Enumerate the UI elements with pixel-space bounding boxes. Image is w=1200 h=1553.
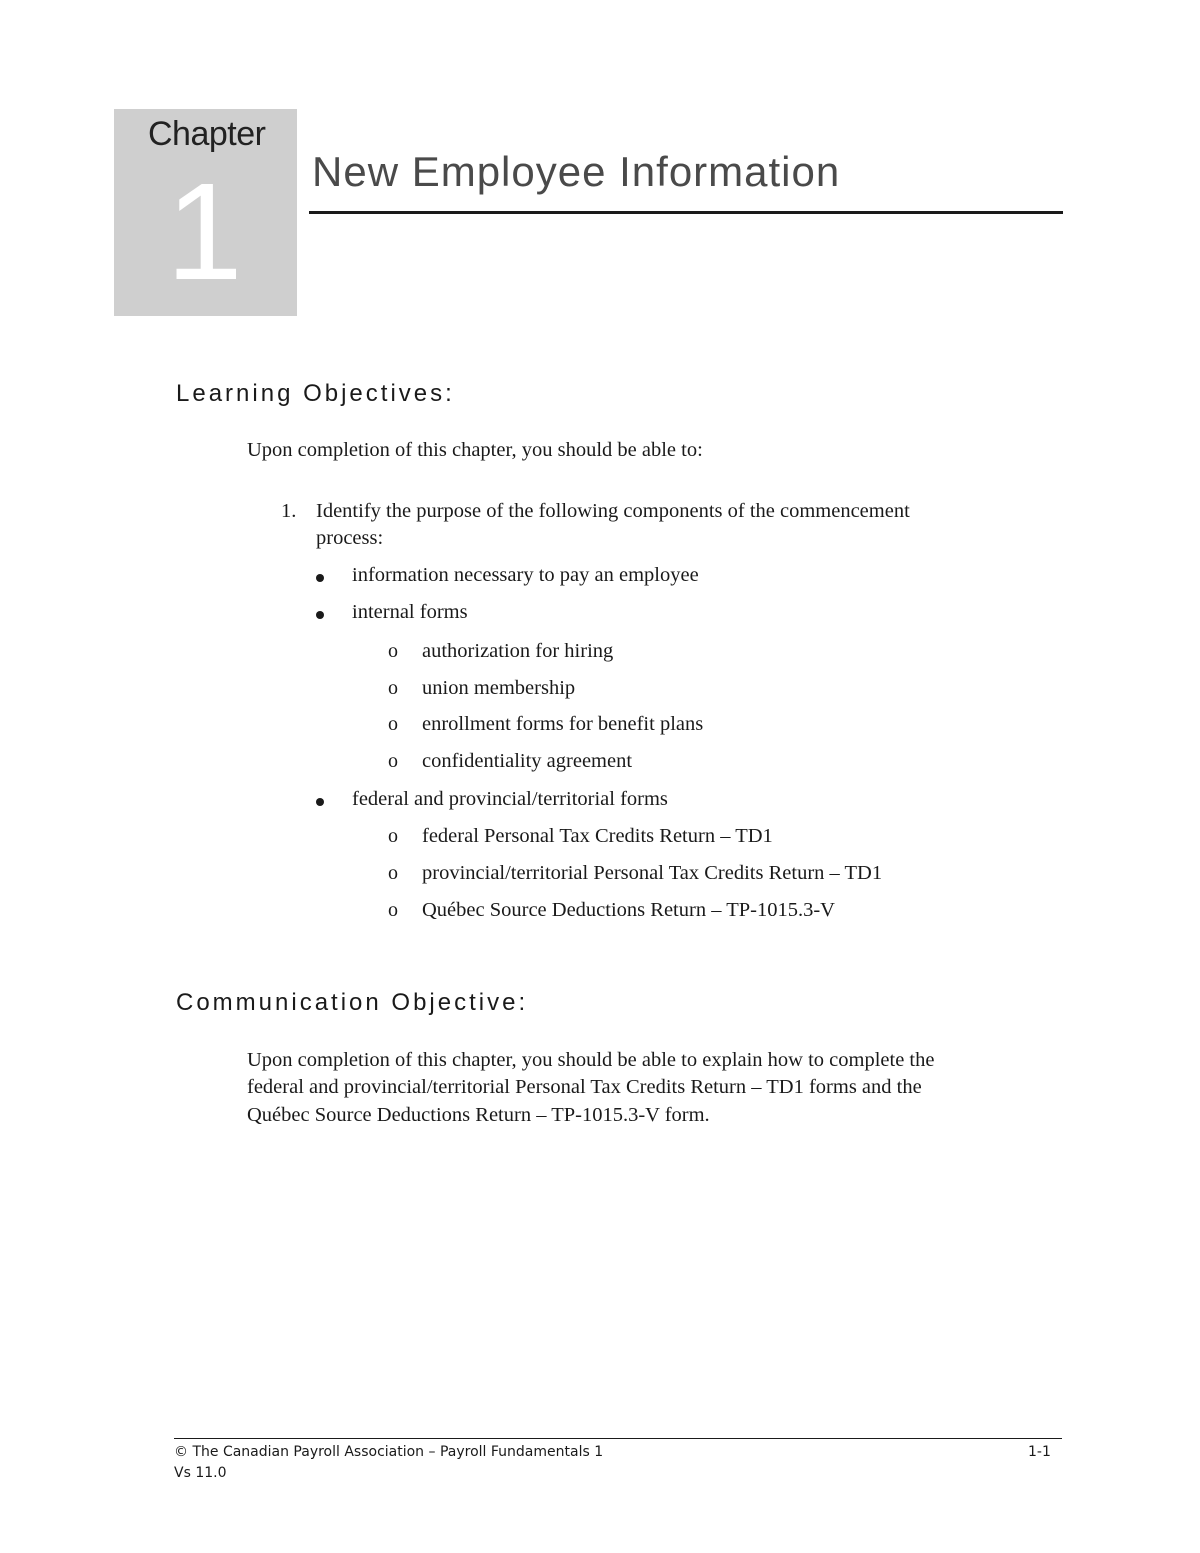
sub-bullet-item: enrollment forms for benefit plans	[422, 713, 704, 735]
bullet-item: federal and provincial/territorial forms	[352, 788, 668, 810]
communication-objective-heading: Communication Objective:	[176, 989, 529, 1016]
bullet-icon	[316, 798, 324, 806]
footer-copyright: © The Canadian Payroll Association – Payroll Fundamentals 1	[174, 1444, 604, 1460]
page-number: 1-1	[1028, 1444, 1051, 1460]
chapter-number: 1	[166, 155, 243, 309]
footer-divider	[174, 1438, 1062, 1439]
sub-bullet-icon: o	[388, 750, 398, 772]
page-title: New Employee Information	[312, 148, 841, 195]
bullet-item: internal forms	[352, 601, 468, 623]
sub-bullet-icon: o	[388, 825, 398, 847]
chapter-label: Chapter	[148, 115, 266, 153]
objective-line-1: Identify the purpose of the following components of the commencement	[316, 500, 910, 522]
sub-bullet-item: authorization for hiring	[422, 640, 614, 662]
sub-bullet-item: federal Personal Tax Credits Return – TD1	[422, 825, 773, 847]
sub-bullet-icon: o	[388, 640, 398, 662]
communication-line-3: Québec Source Deductions Return – TP-1015.3-V form.	[247, 1104, 710, 1126]
sub-bullet-icon: o	[388, 899, 398, 921]
footer-version: Vs 11.0	[174, 1465, 227, 1481]
title-divider	[309, 211, 1063, 214]
sub-bullet-icon: o	[388, 713, 398, 735]
chapter-box	[114, 109, 297, 316]
bullet-icon	[316, 611, 324, 619]
sub-bullet-item: Québec Source Deductions Return – TP-1015.3-V	[422, 899, 835, 921]
sub-bullet-icon: o	[388, 677, 398, 699]
learning-intro: Upon completion of this chapter, you should be able to:	[247, 439, 703, 461]
learning-objectives-heading: Learning Objectives:	[176, 380, 455, 407]
sub-bullet-item: confidentiality agreement	[422, 750, 633, 772]
bullet-item: information necessary to pay an employee	[352, 564, 699, 586]
bullet-icon	[316, 574, 324, 582]
communication-line-2: federal and provincial/territorial Personal Tax Credits Return – TD1 forms and the	[247, 1076, 922, 1098]
objective-number: 1.	[281, 500, 297, 522]
sub-bullet-item: provincial/territorial Personal Tax Credits Return – TD1	[422, 862, 883, 884]
objective-line-2: process:	[316, 527, 384, 549]
communication-line-1: Upon completion of this chapter, you should be able to explain how to complete the	[247, 1049, 935, 1071]
sub-bullet-item: union membership	[422, 677, 576, 699]
sub-bullet-icon: o	[388, 862, 398, 884]
